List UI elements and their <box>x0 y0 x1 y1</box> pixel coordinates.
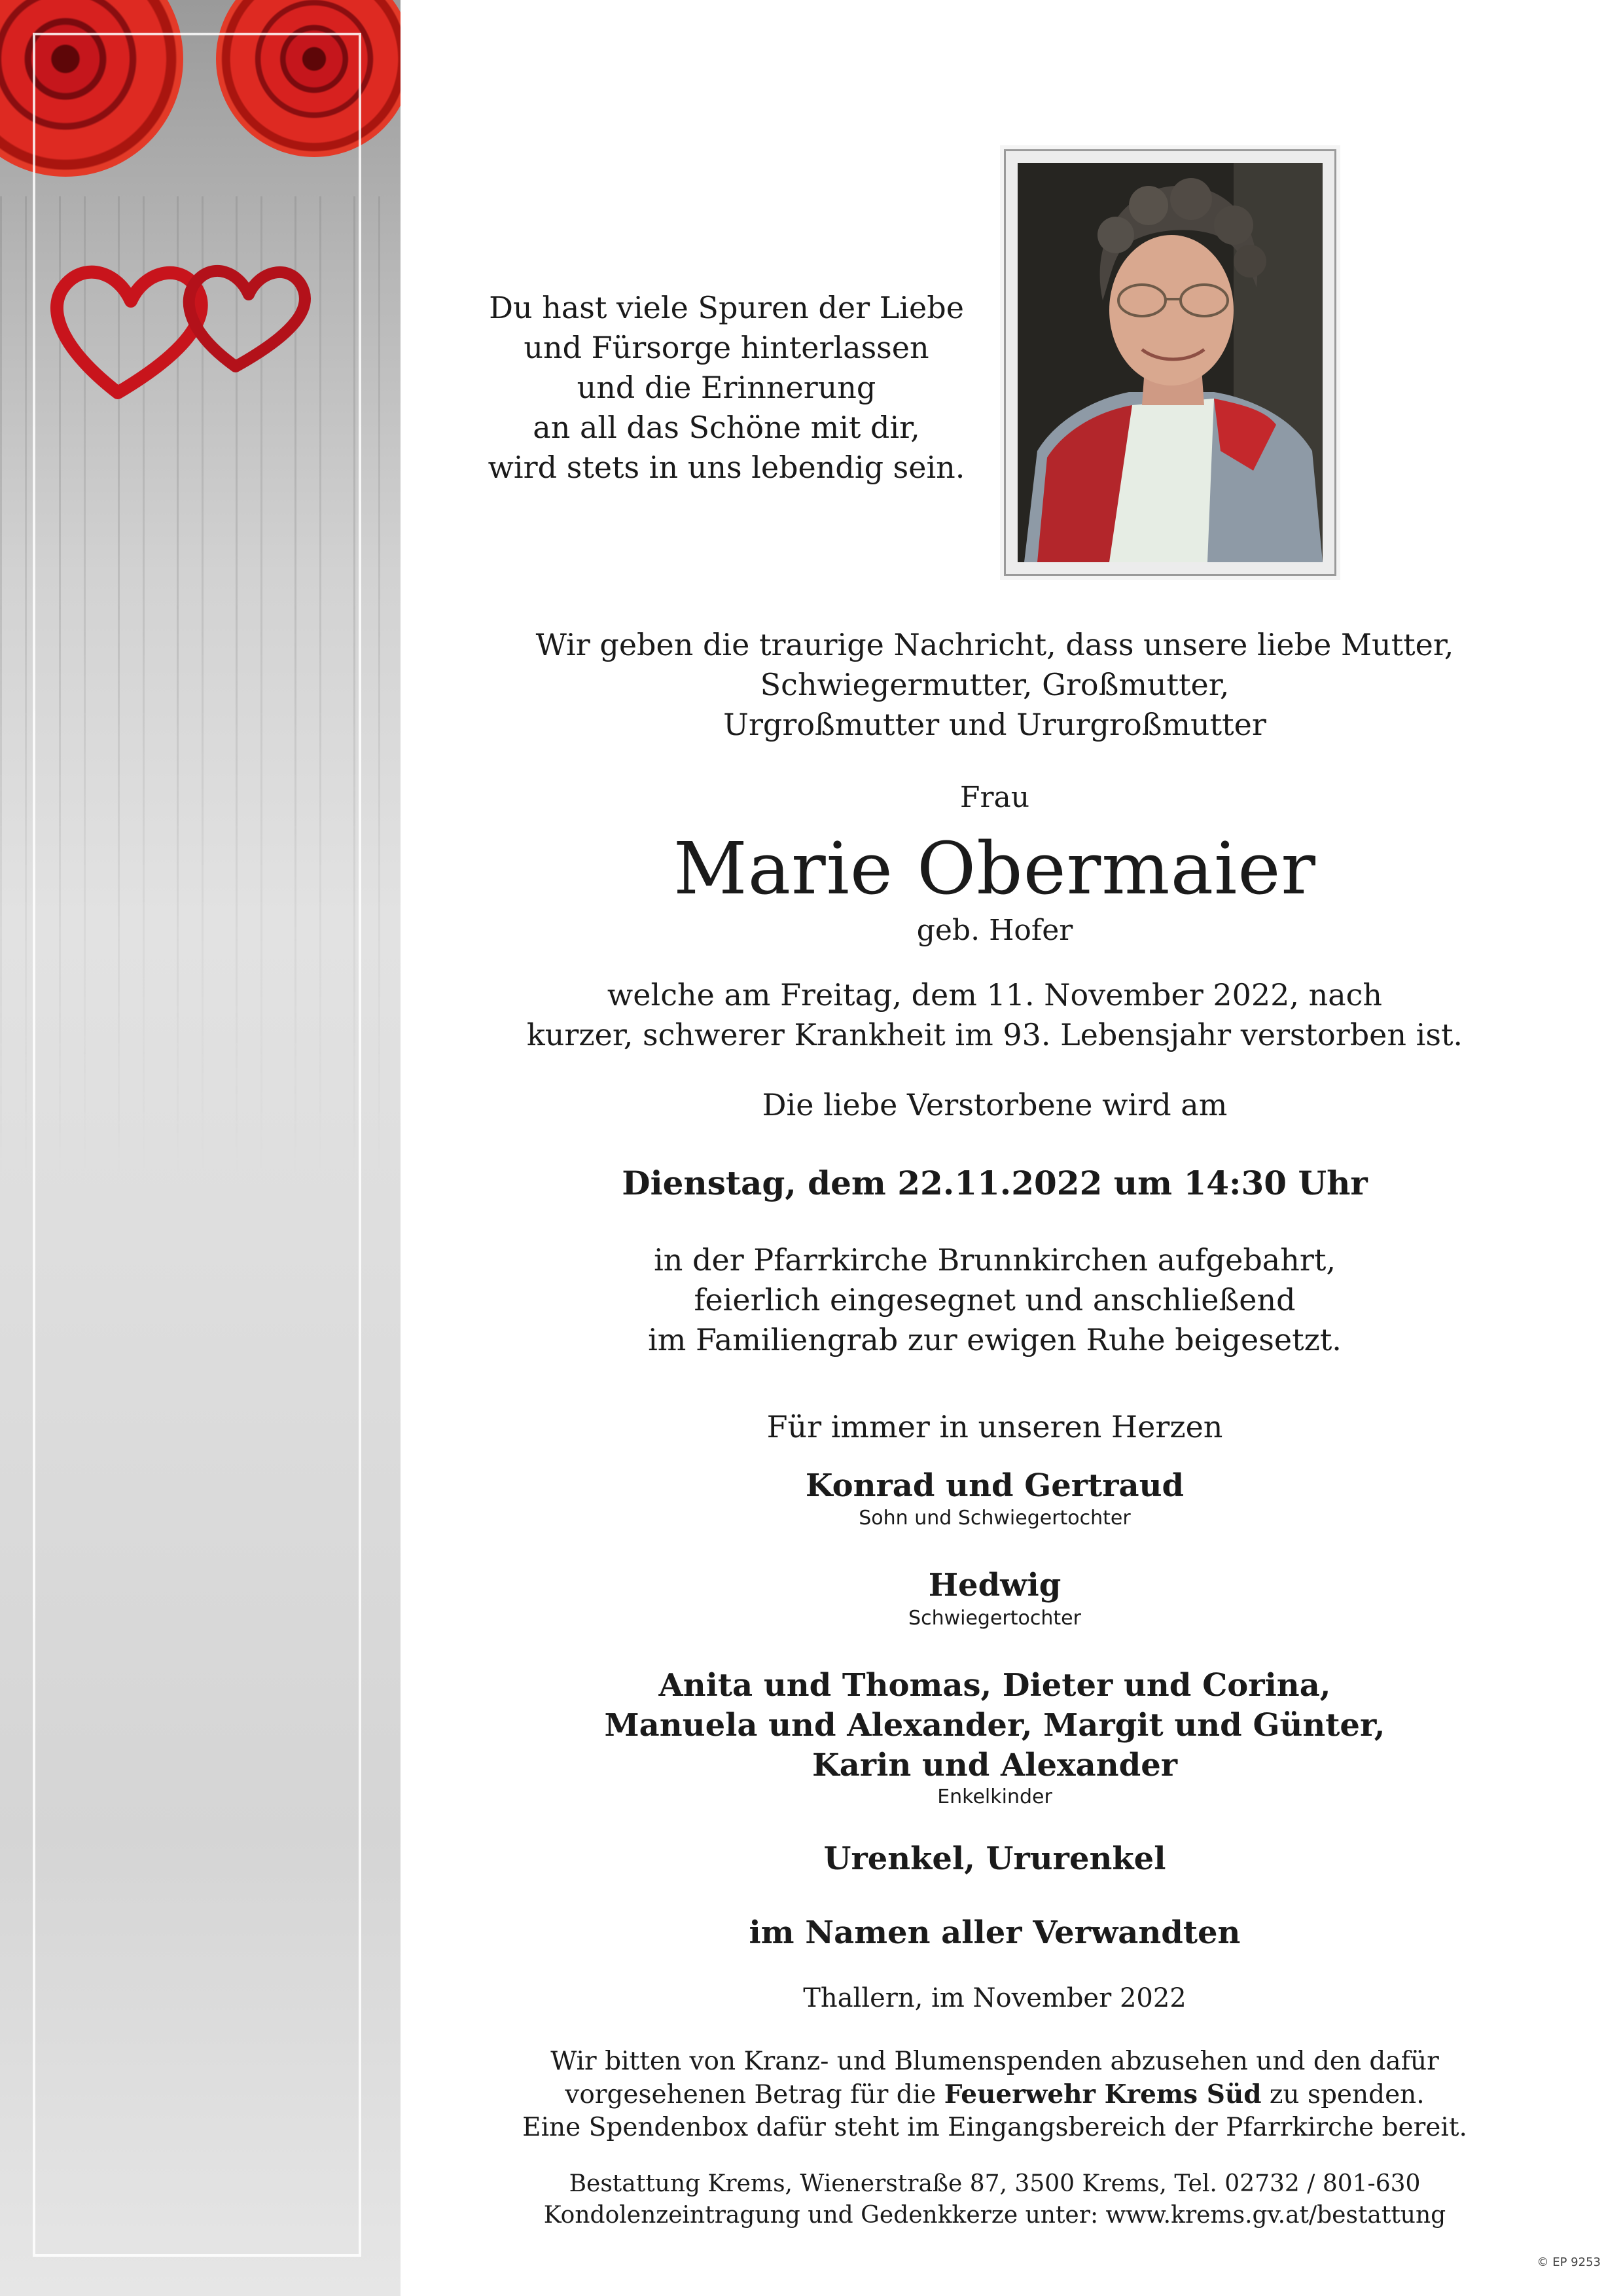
place-date: Thallern, im November 2022 <box>803 1983 1186 2013</box>
portrait-frame <box>1004 149 1336 576</box>
liebe-line: Die liebe Verstorbene wird am <box>762 1087 1228 1122</box>
decorative-border-strip <box>0 0 401 2296</box>
burial-line: im Familiengrab zur ewigen Ruhe beigesetzt. <box>648 1322 1342 1357</box>
relatives-line: im Namen aller Verwandten <box>749 1914 1241 1951</box>
quote-line: und die Erinnerung <box>577 370 876 405</box>
mourner-names: Konrad und Gertraud <box>805 1467 1185 1504</box>
portrait-photo <box>1018 163 1323 562</box>
deceased-name: Marie Obermaier <box>673 827 1317 910</box>
copyright-note: © EP 9253 <box>1537 2255 1601 2269</box>
quote-line: und Fürsorge hinterlassen <box>524 330 929 365</box>
intro-line: Urgroßmutter und Ururgroßmutter <box>723 707 1266 742</box>
donation-line: Eine Spendenbox dafür steht im Eingangsbereich der Pfarrkirche bereit. <box>522 2113 1467 2142</box>
salutation: Frau <box>959 781 1030 814</box>
portrait-illustration <box>1018 163 1323 562</box>
mourner-names-line: Manuela und Alexander, Margit und Günter, <box>604 1707 1385 1744</box>
mourner-names-line: Anita und Thomas, Dieter und Corina, <box>658 1667 1331 1704</box>
quote-line: Du hast viele Spuren der Liebe <box>489 290 964 325</box>
undertaker-line: Kondolenzeintragung und Gedenkkerze unter: www.krems.gv.at/bestattung <box>543 2202 1446 2229</box>
mourner-names <box>510 1666 1479 1785</box>
burial-line: feierlich eingesegnet und anschließend <box>694 1282 1296 1318</box>
mourner-names-line: Karin und Alexander <box>812 1747 1178 1784</box>
donation-line <box>510 2078 1479 2111</box>
donation-note <box>510 2045 1479 2144</box>
mourner-names: Hedwig <box>928 1567 1061 1604</box>
burial-text <box>510 1240 1479 1360</box>
undertaker-info <box>510 2168 1479 2231</box>
funeral-date: Dienstag, dem 22.11.2022 um 14:30 Uhr <box>622 1164 1368 1202</box>
intro-text <box>510 625 1479 745</box>
death-notice <box>510 975 1479 1055</box>
quote-line: an all das Schöne mit dir, <box>533 410 920 445</box>
mourner-relation: Sohn und Schwiegertochter <box>859 1507 1131 1530</box>
memorial-quote <box>484 288 969 488</box>
strip-frame <box>33 33 361 2257</box>
burial-line: in der Pfarrkirche Brunnkirchen aufgebahrt, <box>654 1242 1336 1278</box>
maiden-name: geb. Hofer <box>916 914 1073 947</box>
herzen-line: Für immer in unseren Herzen <box>766 1409 1223 1444</box>
donation-text: vorgesehenen Betrag für die <box>565 2080 944 2109</box>
donation-recipient: Feuerwehr Krems Süd <box>944 2079 1262 2109</box>
donation-text: zu spenden. <box>1261 2080 1425 2109</box>
undertaker-line: Bestattung Krems, Wienerstraße 87, 3500 Krems, Tel. 02732 / 801-630 <box>569 2170 1421 2197</box>
intro-line: Wir geben die traurige Nachricht, dass unsere liebe Mutter, <box>535 627 1454 662</box>
death-notice-line: welche am Freitag, dem 11. November 2022, nach <box>607 977 1383 1013</box>
great-grandchildren: Urenkel, Ururenkel <box>823 1840 1166 1877</box>
death-notice-line: kurzer, schwerer Krankheit im 93. Lebensjahr verstorben ist. <box>526 1017 1463 1052</box>
quote-line: wird stets in uns lebendig sein. <box>488 450 965 485</box>
mourner-relation: Enkelkinder <box>937 1785 1052 1808</box>
donation-line: Wir bitten von Kranz- und Blumenspenden abzusehen und den dafür <box>550 2047 1439 2076</box>
mourner-relation: Schwiegertochter <box>908 1607 1081 1630</box>
intro-line: Schwiegermutter, Großmutter, <box>760 667 1230 702</box>
